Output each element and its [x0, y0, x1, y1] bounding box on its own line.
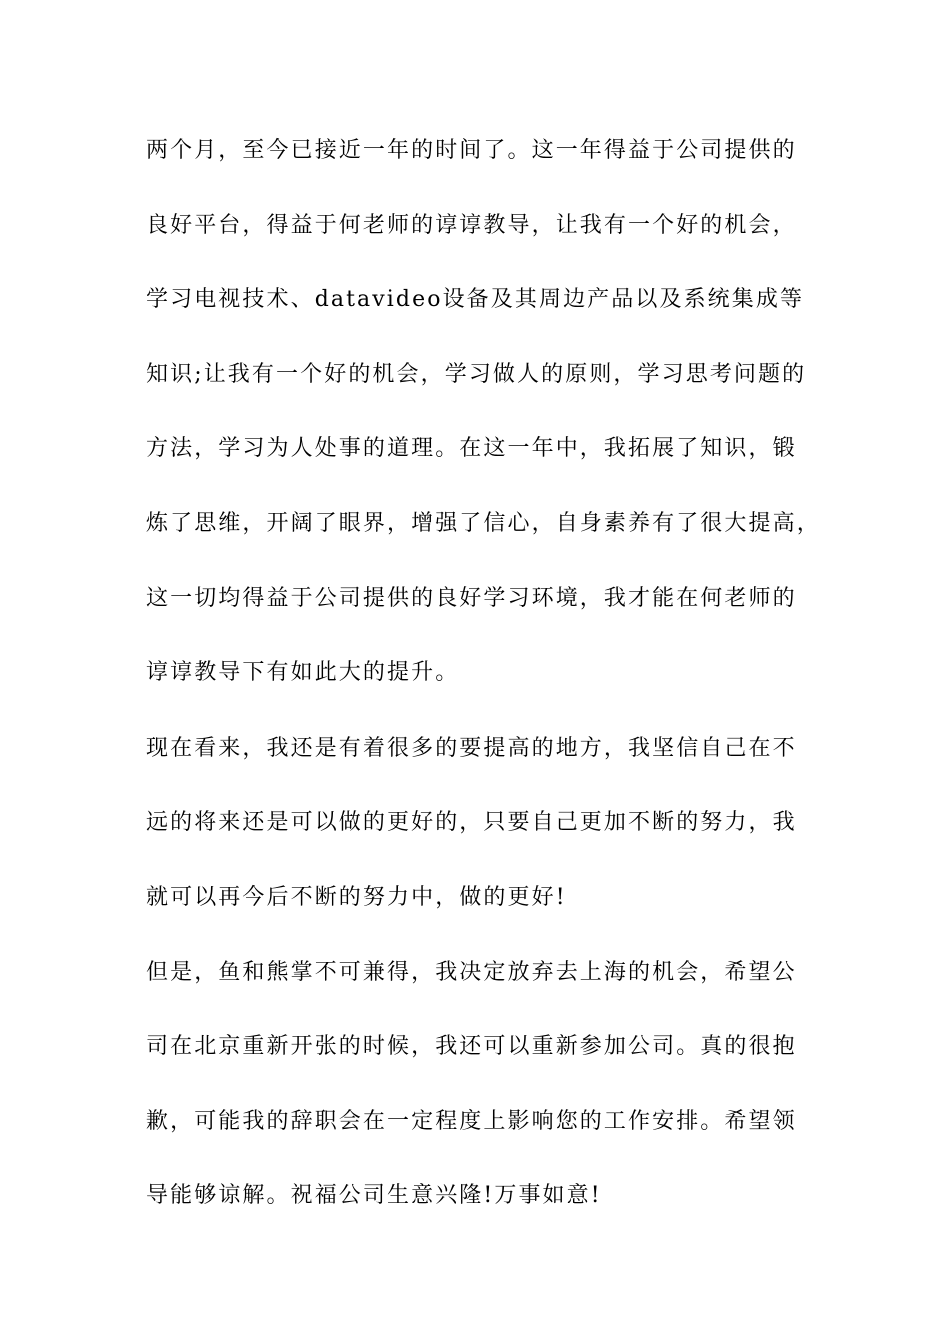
text-line: 炼了思维，开阔了眼界，增强了信心，自身素养有了很大提高， [146, 511, 821, 536]
text-line: 远的将来还是可以做的更好的，只要自己更加不断的努力，我 [146, 810, 797, 835]
text-line: 方法，学习为人处事的道理。在这一年中，我拓展了知识，锻 [146, 436, 797, 461]
text-line: 司在北京重新开张的时候，我还可以重新参加公司。真的很抱 [146, 1034, 797, 1059]
text-line: 学习电视技术、datavideo设备及其周边产品以及系统集成等 [146, 287, 805, 312]
text-line: 就可以再今后不断的努力中，做的更好! [146, 885, 567, 910]
text-line: 导能够谅解。祝福公司生意兴隆!万事如意! [146, 1183, 602, 1208]
text-line: 这一切均得益于公司提供的良好学习环境，我才能在何老师的 [146, 586, 797, 611]
text-line: 良好平台，得益于何老师的谆谆教导，让我有一个好的机会， [146, 213, 797, 238]
text-line: 两个月，至今已接近一年的时间了。这一年得益于公司提供的 [146, 138, 797, 163]
text-line: 但是，鱼和熊掌不可兼得，我决定放弃去上海的机会，希望公 [146, 960, 797, 985]
text-line: 谆谆教导下有如此大的提升。 [146, 660, 460, 685]
text-line: 现在看来，我还是有着很多的要提高的地方，我坚信自己在不 [146, 736, 797, 761]
text-line: 知识;让我有一个好的机会，学习做人的原则，学习思考问题的 [146, 362, 807, 387]
text-line: 歉，可能我的辞职会在一定程度上影响您的工作安排。希望领 [146, 1109, 797, 1134]
